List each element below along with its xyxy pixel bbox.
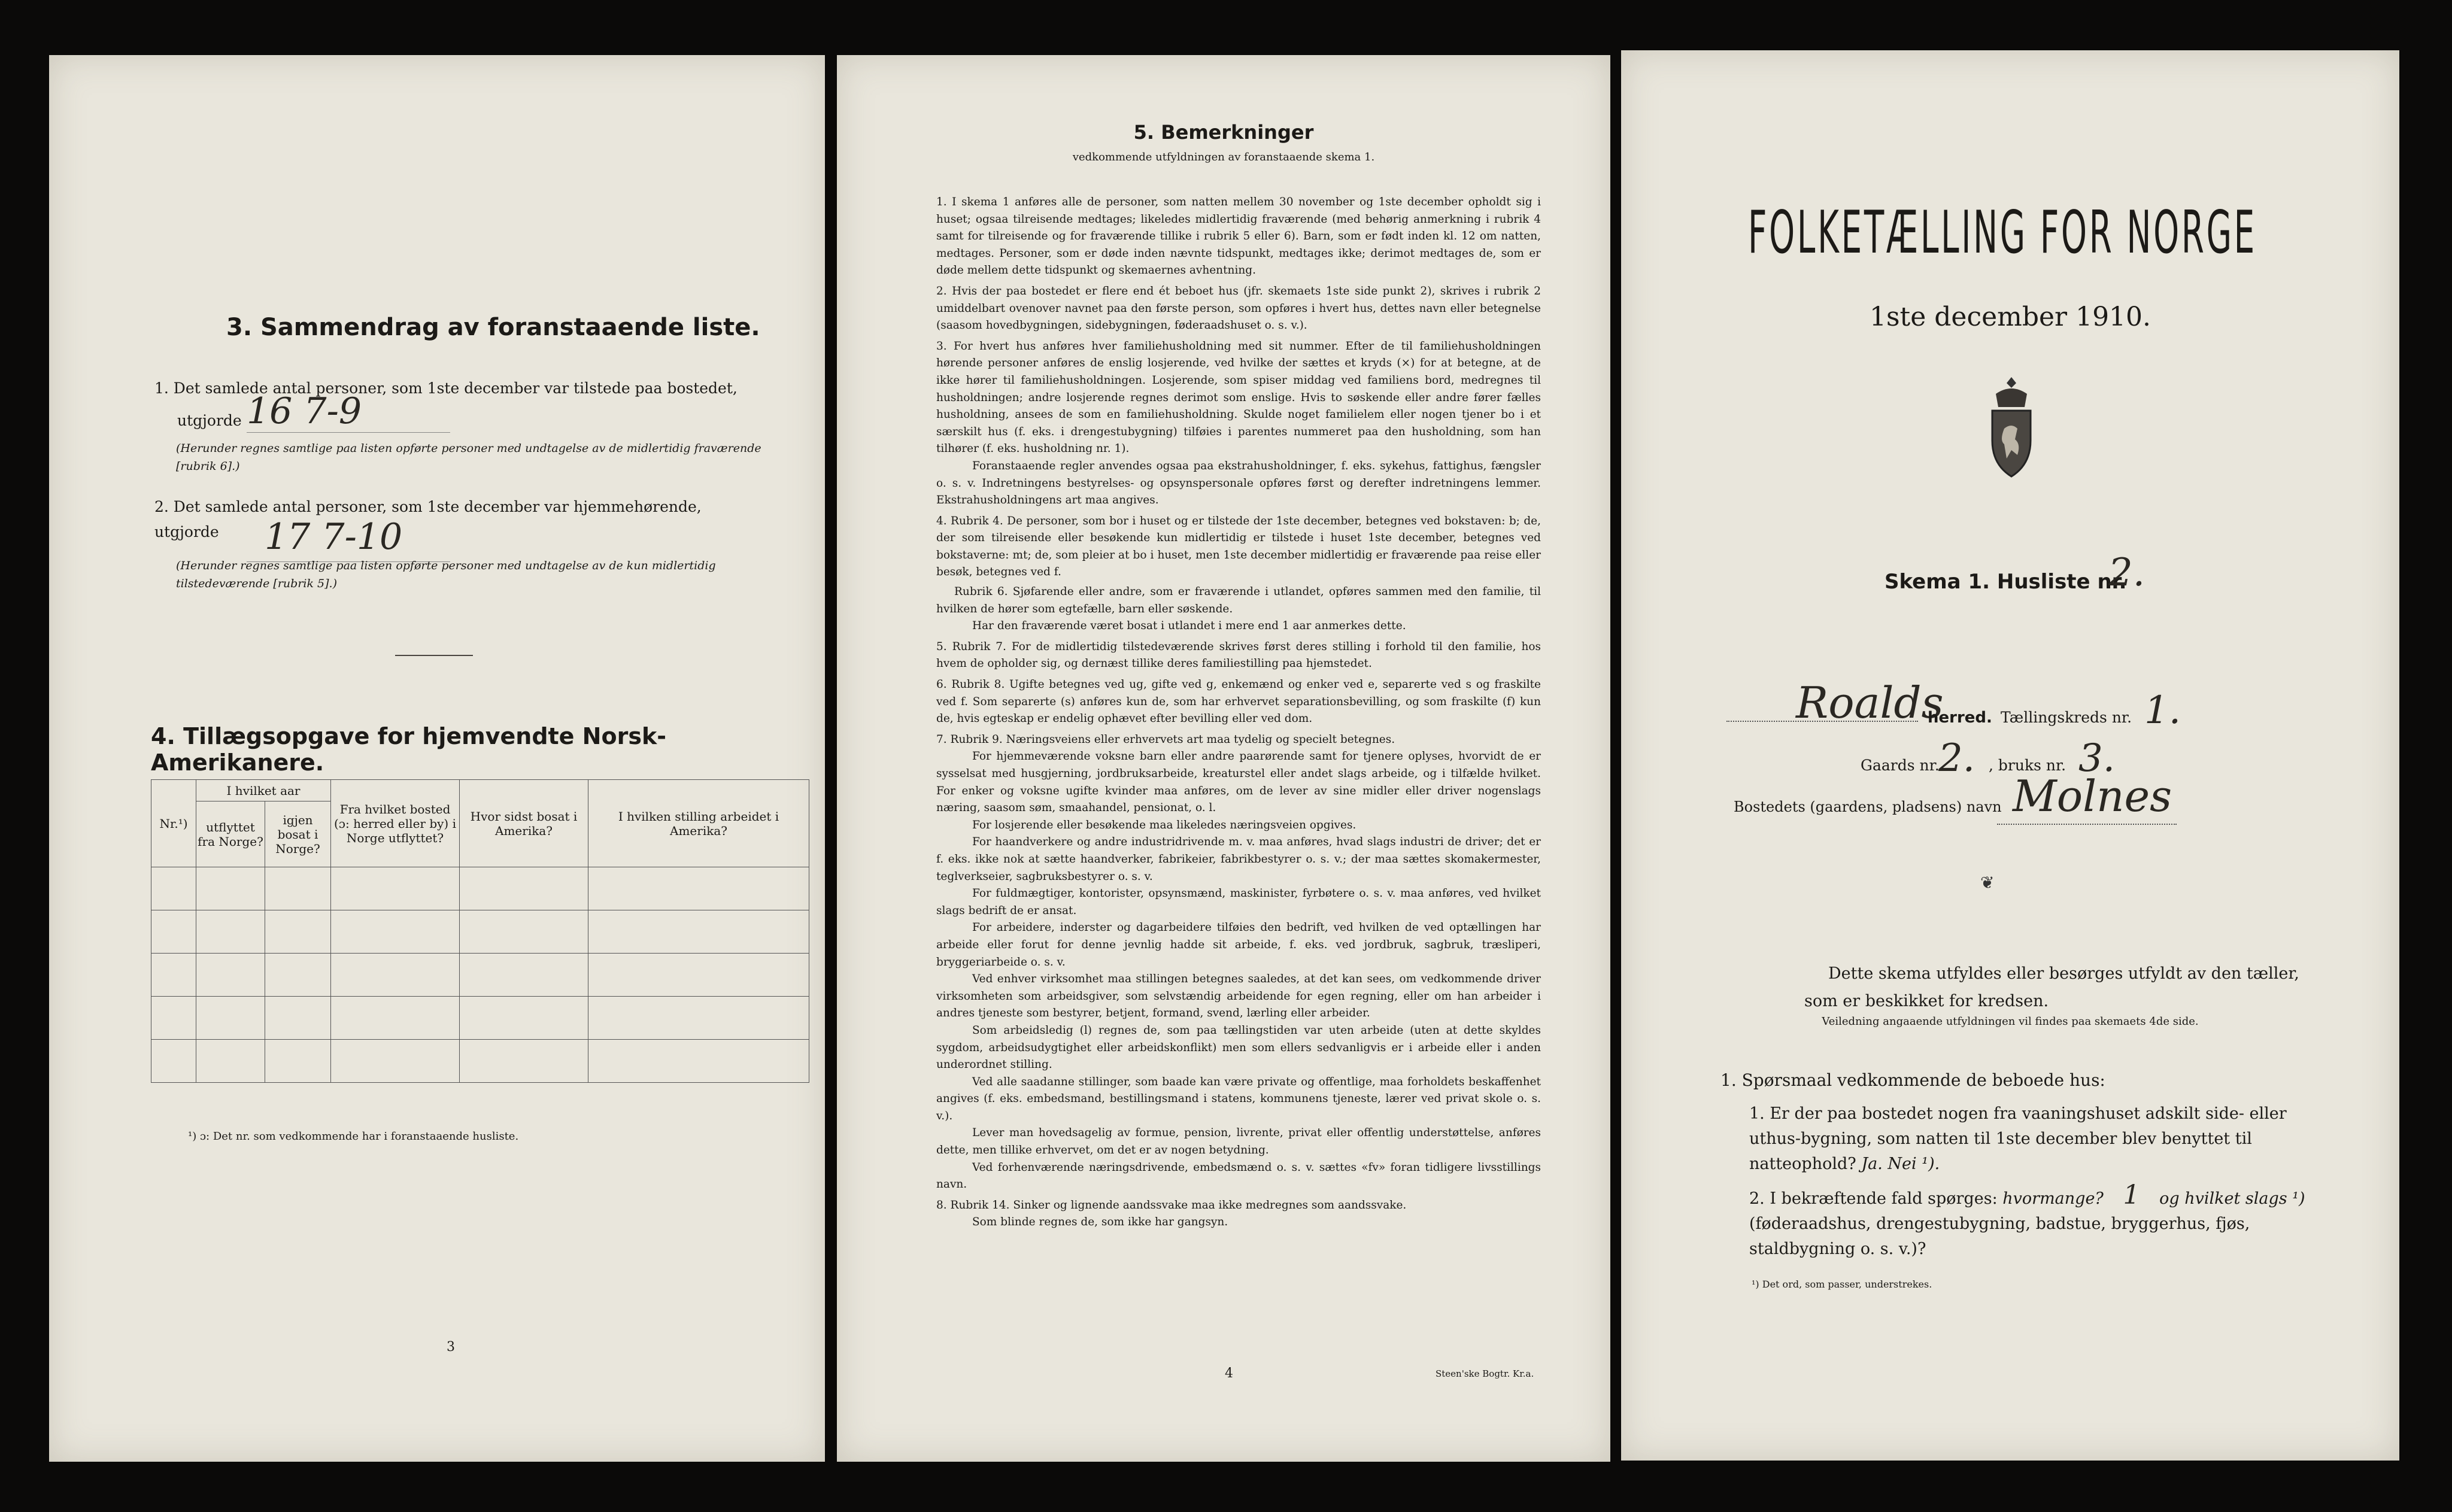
printer-mark: Steen'ske Bogtr. Kr.a. [1436, 1368, 1534, 1379]
remark-2: 2. Hvis der paa bostedet er flere end ét beboet hus (jfr. skemaets 1ste side punkt 2), skrives i rubrik 2 umiddelbart ovenover navnet paa den første person, som opføres i hvert hus, dettes navn eller betegnelse (saasom hovedbygningen, sidebygningen, føderaadshuset o. s. v.). [936, 284, 1541, 332]
form-date: 1ste december 1910. [1869, 302, 2151, 332]
remark-7i: Ved alle saadanne stillinger, som baade kan være private og offentlige, maa forholdets beskaffenhet angives (f. eks. embedsmand, bestillingsmand i statens, kommunens tjeneste, lærer ved privat skole o. s. v.). [936, 1075, 1541, 1122]
remarks-title: 5. Bemerkninger [1133, 121, 1314, 144]
kreds-value: 1. [2144, 688, 2181, 733]
remark-4: 4. Rubrik 4. De personer, som bor i huset og er tilstede der 1ste december, betegnes ved bokstaven: b; de, der som tilreisende eller besøkende kun midlertidig er tilstede i huset 1ste december, betegnes ved bokstaverne: mt; de, som pleier at bo i huset, men 1ste december midlertidig er fraværende paa reise eller besøk, betegnes ved f. [936, 514, 1541, 579]
remark-7: 7. Rubrik 9. Næringsveiens eller erhvervets art maa tydelig og specielt betegnes. [936, 733, 1395, 746]
table-row [151, 1040, 809, 1083]
remark-7j: Lever man hovedsagelig av formue, pension, livrente, privat eller offentlig understøttelse, anføres dette, men tillike erhvervet, om det er av nogen betydning. [936, 1127, 1541, 1157]
table-row [151, 997, 809, 1040]
section-3-title: 3. Sammendrag av foranstaaende liste. [226, 314, 760, 341]
remark-8b: Som blinde regnes de, som ikke har gangsyn. [972, 1216, 1228, 1229]
page-1 [1621, 50, 2399, 1461]
divider [395, 655, 473, 656]
remark-5: 5. Rubrik 7. For de midlertidig tilstedeværende skrives først deres stilling i forhold til den familie, hos hvem de opholder sig, og dernæst tillike deres familiestilling paa hjemstedet. [936, 640, 1541, 670]
question-2-text: 2. I bekræftende fald spørges: [1749, 1189, 1998, 1208]
remark-4b: Rubrik 6. Sjøfarende eller andre, som er fraværende i utlandet, opføres sammen med den familie, til hvilken de hører som egtefælle, barn eller søskende. [936, 585, 1541, 615]
ornament-icon: ❦ [1980, 873, 1995, 892]
bruks-value: 3. [2078, 736, 2116, 781]
col-occupation: I hvilken stilling arbeidet i Amerika? [588, 780, 809, 867]
question-2-hvormange: hvormange? [2002, 1189, 2104, 1208]
remarks-subtitle: vedkommende utfyldningen av foranstaaende skema 1. [1072, 151, 1375, 163]
question-2 [1749, 1180, 2312, 1262]
question-1-text: 1. Er der paa bostedet nogen fra vaaningshuset adskilt side- eller uthus-bygning, som natten til 1ste december blev benyttet til natteophold? [1749, 1104, 2287, 1173]
remark-4c: Har den fraværende været bosat i utlandet i mere end 1 aar anmerkes dette. [972, 620, 1406, 633]
page-number: 4 [1225, 1366, 1233, 1381]
remark-3: 3. For hvert hus anføres hver familiehusholdning med sit nummer. Efter de til familiehusholdningen hørende personer anføres de enslig losjerende, ved hvilke der sættes et kryds (×) for at betegne, at de ikke hører til familiehusholdningen. Losjerende, som spiser middag ved familiens bord, medregnes til husholdningen; andre losjerende regnes derimot som enslige. Hvis to søskende eller andre fører fælles husholdning, ansees de som en familiehusholdning. Skulde noget familielem eller nogen tjener bo i et særskilt hus (f. eks. i drengestubygning) tilføies i parentes nummeret paa den husholdning, som han tilhører (f. eks. husholdning nr. 1). [936, 339, 1541, 456]
col-last: Hvor sidst bosat i Amerika? [460, 780, 588, 867]
kreds-label: Tællingskreds nr. [2001, 709, 2132, 726]
intro-text: Dette skema utfyldes eller besørges utfyldt av den tæller, som er beskikket for kredsen. [1804, 964, 2299, 1010]
question-1-options: Ja. Nei ¹). [1861, 1155, 1940, 1173]
bruks-label: , bruks nr. [1989, 757, 2066, 774]
question-1 [1749, 1101, 2312, 1177]
page-4 [837, 55, 1610, 1462]
col-group-year: I hvilket aar [196, 780, 331, 801]
col-nr: Nr.¹) [151, 780, 196, 867]
question-2-options: (føderaadshus, drengestubygning, badstue, bryggerhus, fjøs, staldbygning o. s. v.)? [1749, 1215, 2250, 1258]
gaards-value: 2. [1938, 736, 1975, 781]
section-4-title: 4. Tillægsopgave for hjemvendte Norsk-Amerikanere. [151, 723, 666, 776]
remark-3b: Foranstaaende regler anvendes ogsaa paa ekstrahusholdninger, f. eks. sykehus, fattighus, fængsler o. s. v. Indretningens bestyrelses- og opsynspersonale opføres først og derefter indretningens lemmer. Ekstrahusholdningens art maa angives. [936, 459, 1541, 507]
col-returned: igjen bosat i Norge? [265, 801, 331, 867]
bosted-value: Molnes [2013, 771, 2172, 821]
norsk-amerikanere-table [151, 779, 809, 1083]
page-3 [49, 55, 825, 1462]
remark-7k: Ved forhenværende næringsdrivende, embedsmænd o. s. v. sættes «fv» foran tidligere livsstillings navn. [936, 1161, 1541, 1191]
q2-answer: 17 7-10 [265, 516, 403, 558]
remark-7d: For haandverkere og andre industridrivende m. v. maa anføres, hvad slags industri de driver; det er f. eks. ikke nok at sætte haandverker, fabrikeier, fabrikbestyrer o. s. v.; der maa sættes skomakermester, teglverkseier, sagbruksbestyrer o. s. v. [936, 836, 1541, 883]
col-from: Fra hvilket bosted (ɔ: herred eller by) i Norge utflyttet? [331, 780, 460, 867]
table-row [151, 910, 809, 954]
gaards-label: Gaards nr. [1861, 757, 1940, 774]
schema-label: Skema 1. Husliste nr. [1884, 570, 2127, 594]
q2-note: (Herunder regnes samtlige paa listen opførte personer med undtagelse av de kun midlertidig tilstedeværende [rubrik 5].) [176, 559, 716, 590]
q2-text: 2. Det samlede antal personer, som 1ste december var hjemmehørende, utgjorde [154, 498, 702, 541]
question-2-count: 1 [2123, 1180, 2140, 1210]
page-number: 3 [447, 1340, 455, 1355]
husliste-number: 2. [2108, 551, 2146, 595]
remark-7b: For hjemmeværende voksne barn eller andre paarørende samt for tjenere oplyses, hvorvidt de er sysselsat med husgjerning, jordbruksarbeide, kreaturstel eller andet slags arbeide, og i tilfælde hvilket. For enker og voksne ugifte kvinder maa anføres, om de lever av sine midler eller driver nogenslags næring, saasom søm, smaahandel, pensionat, o. l. [936, 750, 1541, 815]
bosted-label: Bostedets (gaardens, pladsens) navn [1734, 798, 2002, 815]
footnote: ¹) Det ord, som passer, understrekes. [1752, 1279, 1932, 1290]
col-left: utflyttet fra Norge? [196, 801, 265, 867]
remark-1: 1. I skema 1 anføres alle de personer, som natten mellem 30 november og 1ste december opholdt sig i huset; ogsaa tilreisende medtages; likeledes midlertidig fraværende (med behørig anmerkning i rubrik 4 samt for tilreisende og for fraværende tillike i rubrik 5 eller 6). Barn, som er født inden kl. 12 om natten, medtages. Personer, som er døde inden nævnte tidspunkt, medtages ikke; derimot medtages de, som er døde mellem dette tidspunkt og skemaernes avhentning. [936, 196, 1541, 277]
remark-8: 8. Rubrik 14. Sinker og lignende aandssvake maa ikke medregnes som aandssvake. [936, 1198, 1407, 1212]
form-title: FOLKETÆLLING FOR NORGE [1748, 199, 2257, 267]
q1-note: (Herunder regnes samtlige paa listen opførte personer med undtagelse av de midlertidig fraværende [rubrik 6].) [176, 442, 761, 473]
herred-value: Roalds [1796, 678, 1944, 728]
remark-7h: Som arbeidsledig (l) regnes de, som paa tællingstiden var uten arbeide (uten at dette skyldes sygdom, arbeidsudygtighet eller arbeidskonflikt) men som ellers sedvanligvis er i arbeide eller i anden underordnet stilling. [936, 1024, 1541, 1071]
remark-7g: Ved enhver virksomhet maa stillingen betegnes saaledes, at det kan sees, om vedkommende driver virksomheten som arbeidsgiver, som selvstændig arbeidende for egen regning, eller om han arbeider i andres tjeneste som bestyrer, betjent, formand, svend, lærling eller arbeider. [936, 973, 1541, 1020]
herred-label: herred. [1928, 709, 1992, 727]
question-2-hvilket: og hvilket slags ¹) [2159, 1189, 2305, 1208]
coat-of-arms-icon [1983, 374, 2040, 487]
q1-answer: 16 7-9 [247, 390, 362, 432]
remark-7f: For arbeidere, inderster og dagarbeidere tilføies den bedrift, ved hvilken de ved optællingen har arbeide eller forut for denne jevnlig hadde sit arbeide, f. eks. ved jordbruk, sagbruk, træsliperi, bryggeriarbeide o. s. v. [936, 921, 1541, 968]
remark-7c: For losjerende eller besøkende maa likeledes næringsveien opgives. [972, 818, 1357, 831]
table-row [151, 954, 809, 997]
q1-text: 1. Det samlede antal personer, som 1ste december var tilstede paa bostedet, [154, 379, 738, 397]
remarks-body [936, 194, 1541, 1231]
guide-note: Veiledning angaaende utfyldningen vil findes paa skemaets 4de side. [1822, 1015, 2199, 1028]
remark-7e: For fuldmægtiger, kontorister, opsynsmænd, maskinister, fyrbøtere o. s. v. maa anføres, ved hvilket slags bedrift de er ansat. [936, 887, 1541, 917]
footnote: ¹) ɔ: Det nr. som vedkommende har i foranstaaende husliste. [188, 1130, 519, 1143]
table-row [151, 867, 809, 910]
remark-6: 6. Rubrik 8. Ugifte betegnes ved ug, gifte ved g, enkemænd og enker ved e, separerte ved s og fraskilte ved f. Som separerte (s) anføres kun de, som har erhvervet separationsbevilling, og som fraskilte (f) kun de, hvis egteskap er endelig ophævet efter bevilling eller ved dom. [936, 678, 1541, 725]
question-heading: 1. Spørsmaal vedkommende de beboede hus: [1720, 1070, 2105, 1090]
q1-prefix: utgjorde [177, 412, 242, 429]
